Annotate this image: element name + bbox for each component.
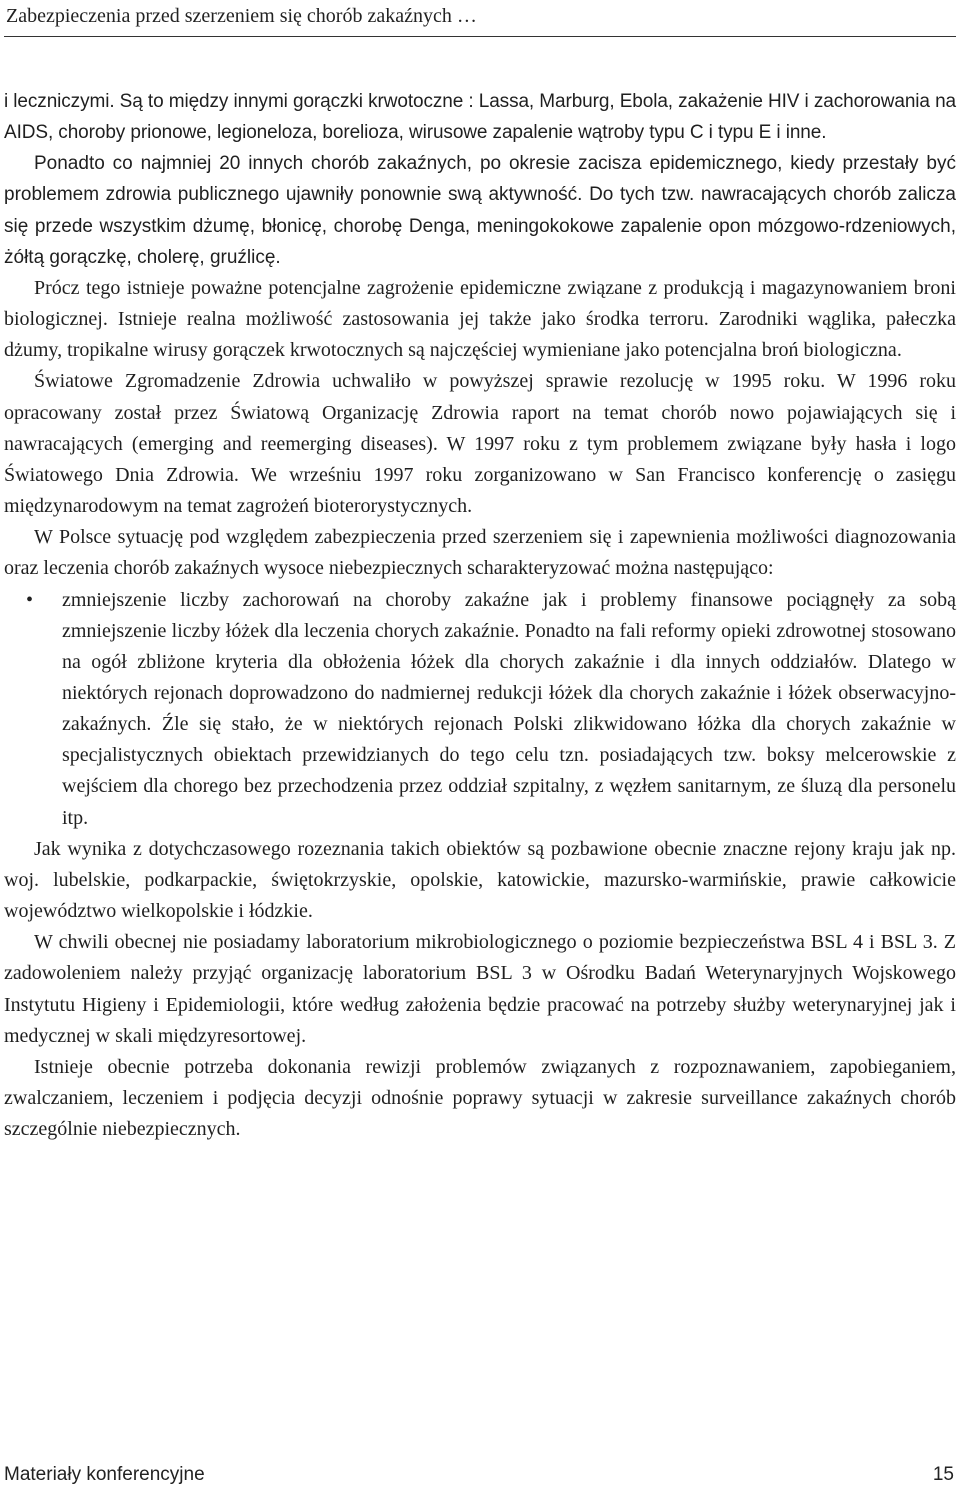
footer-publication: Materiały konferencyjne bbox=[4, 1464, 205, 1485]
paragraph: W chwili obecnej nie posiadamy laboratorium mikrobiologicznego o poziomie bezpieczeństwa BSL 4 i BSL 3. Z zadowoleniem należy przyjąć organizację laboratorium BSL 3 w Ośrodku Badań Weterynaryjnych Wojskowego Instytutu Higieny i Epidemiologii, które według założenia będzie pracować na potrzeby służby weterynaryjnej jak i medycznej w skali międzyresortowej. bbox=[4, 931, 956, 1047]
paragraph: Prócz tego istnieje poważne potencjalne zagrożenie epidemiczne związane z produkcją i magazynowaniem broni biologicznej. Istnieje realna możliwość zastosowania jej także jako środka terroru. Zarodniki wąglika, pałeczka dżumy, tropikalne wirusy gorączek krwotocznych są najczęściej wymieniane jako potencjalna broń biologiczna. bbox=[4, 276, 956, 362]
paragraph: Jak wynika z dotychczasowego rozeznania takich obiektów są pozbawione obecnie znaczne rejony kraju jak np. woj. lubelskie, podkarpackie, świętokrzyskie, opolskie, katowickie, mazursko-warmińskie, prawie całkowicie województwo wielkopolskie i łódzkie. bbox=[4, 837, 956, 923]
paragraph: Istnieje obecnie potrzeba dokonania rewizji problemów związanych z rozpoznawaniem, zapobieganiem, zwalczaniem, leczeniem i podjęcia decyzji odnośnie poprawy sytuacji w zakresie surveillance zakaźnych chorób szczególnie niebezpiecznych. bbox=[4, 1055, 956, 1141]
running-head: Zabezpieczenia przed szerzeniem się chorób zakaźnych … bbox=[6, 5, 477, 27]
bullet-icon: • bbox=[26, 588, 34, 611]
paragraph: Ponadto co najmniej 20 innych chorób zakaźnych, po okresie zacisza epidemicznego, kiedy przestały być problemem zdrowia publicznego ujawniły ponownie swą aktywność. Do tych tzw. nawracających chorób zalicza się przede wszystkim dżumę, błonicę, chorobę Denga, meningokokowe zapalenie opon mózgowo-rdzeniowych, żółtą gorączkę, cholerę, gruźlicę. bbox=[4, 153, 956, 268]
list-item-text: zmniejszenie liczby zachorowań na choroby zakaźne jak i problemy finansowe pociągnęły za sobą zmniejszenie liczby łóżek dla leczenia chorych zakaźnie. Ponadto na fali reformy opieki zdrowotnej stosowano na ogół zbliżone kryteria dla obłożenia łóżek dla chorych zakaźnie i dla innych oddziałów. Dlatego w niektórych rejonach doprowadzono do nadmiernej redukcji łóżek dla chorych zakaźnie i łóżek obserwacyjno-zakaźnych. Źle się stało, że w niektórych rejonach Polski zlikwidowano łóżka dla chorych zakaźnie w specjalistycznych obiektach przewidzianych do tego celu tzn. posiadających tzw. boksy melcerowskie z wejściem dla chorego bez przechodzenia przez oddział szpitalny, z węzłem sanitarnym, ze śluzą dla personelu itp. bbox=[62, 588, 956, 829]
paragraph: W Polsce sytuację pod względem zabezpieczenia przed szerzeniem się i zapewnienia możliwości diagnozowania oraz leczenia chorób zakaźnych wysoce niebezpiecznych scharakteryzować można następująco: bbox=[4, 526, 956, 580]
paragraph-continuation: i leczniczymi. Są to między innymi gorączki krwotoczne : Lassa, Marburg, Ebola, zakażenie HIV i zachorowania na AIDS, choroby prionowe, legioneloza, borelioza, wirusowe zapalenie wątroby typu C i typu E i inne. bbox=[4, 91, 956, 144]
bullet-list bbox=[4, 585, 956, 834]
page-number: 15 bbox=[932, 1464, 954, 1485]
body-text bbox=[4, 86, 956, 1145]
header-rule bbox=[4, 36, 956, 37]
paragraph: Światowe Zgromadzenie Zdrowia uchwaliło w powyższej sprawie rezolucję w 1995 roku. W 1996 roku opracowany został przez Światową Organizację Zdrowia raport na temat chorób nowo pojawiających się i nawracających (emerging and reemerging diseases). W 1997 roku z tym problemem związane były hasła i logo Światowego Dnia Zdrowia. We wrześniu 1997 roku zorganizowano w San Francisco konferencję o zasięgu międzynarodowym na temat zagrożeń bioterorystycznych. bbox=[4, 370, 956, 518]
list-item bbox=[26, 585, 956, 834]
